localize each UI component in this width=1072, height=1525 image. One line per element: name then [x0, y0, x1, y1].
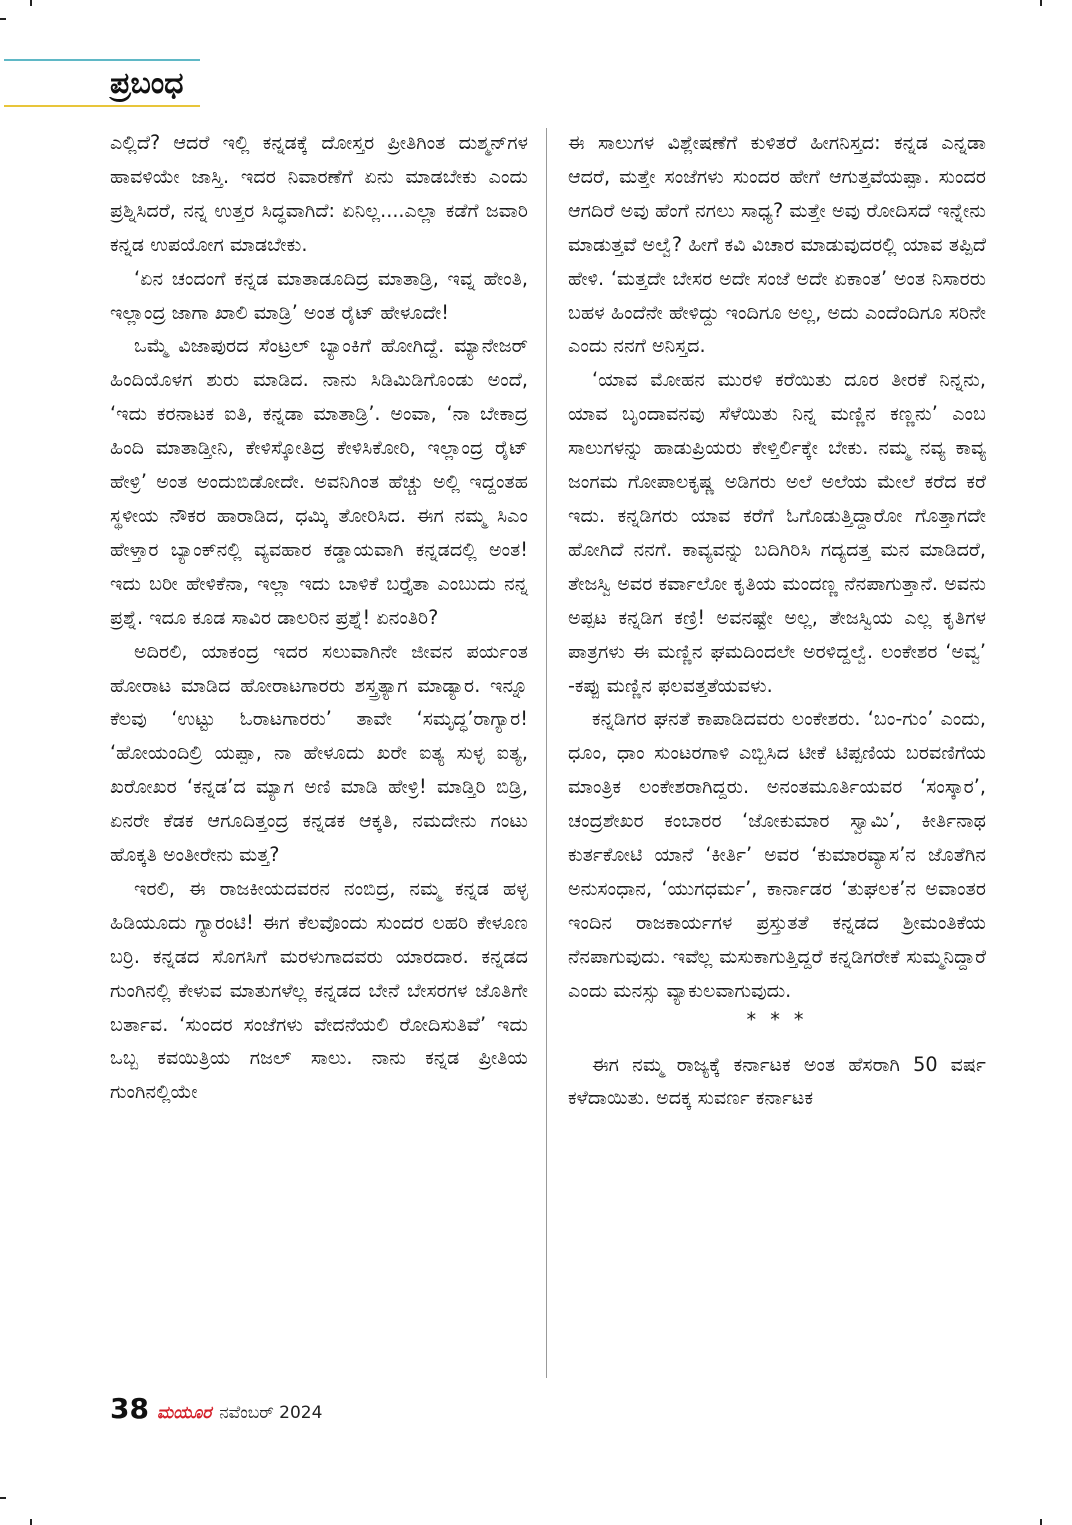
paragraph: ಎಲ್ಲಿದೆ? ಆದರೆ ಇಲ್ಲಿ ಕನ್ನಡಕ್ಕೆ ದೋಸ್ತರ ಪ್ರೀತಿಗಿಂತ ದುಶ್ಮನ್‌ಗಳ ಹಾವಳಿಯೇ ಜಾಸ್ತಿ. ಇದರ ನಿವಾರಣೆಗೆ ಏನು ಮಾಡಬೇಕು ಎಂದು ಪ್ರಶ್ನಿಸಿದರೆ, ನನ್ನ ಉತ್ತರ ಸಿದ್ಧವಾಗಿದೆ: ಏನಿಲ್ಲ....ಎಲ್ಲಾ ಕಡೆಗೆ ಜವಾರಿ ಕನ್ನಡ ಉಪಯೋಗ ಮಾಡಬೇಕು.: [110, 131, 528, 256]
article-column-left: [110, 126, 528, 1109]
paragraph: ‘ಏನ ಚಂದಂಗೆ ಕನ್ನಡ ಮಾತಾಡೂದಿದ್ರ ಮಾತಾಡ್ರಿ, ಇವ್ನ ಹೇಂತಿ, ಇಲ್ಲಾಂದ್ರ ಜಾಗಾ ಖಾಲಿ ಮಾಡ್ರಿ’ ಅಂತ ರೈಟ್ ಹೇಳೂದೇ!: [110, 266, 528, 324]
paragraph: ಒಮ್ಮೆ ವಿಜಾಪುರದ ಸೆಂಟ್ರಲ್ ಬ್ಯಾಂಕಿಗೆ ಹೋಗಿದ್ದೆ. ಮ್ಯಾನೇಜರ್ ಹಿಂದಿಯೊಳಗ ಶುರು ಮಾಡಿದ. ನಾನು ಸಿಡಿಮಿಡಿಗೊಂಡು ಅಂದೆ, ‘ಇದು ಕರನಾಟಕ ಐತಿ, ಕನ್ನಡಾ ಮಾತಾಡ್ರಿ’. ಅಂವಾ, ‘ನಾ ಬೇಕಾದ್ರ ಹಿಂದಿ ಮಾತಾಡ್ತೀನಿ, ಕೇಳಿಸ್ಕೋತಿದ್ರ ಕೇಳಿಸಿಕೋರಿ, ಇಲ್ಲಾಂದ್ರ ರೈಟ್ ಹೇಳ್ರಿ’ ಅಂತ ಅಂದುಬಿಡೋದೇ. ಅವನಿಗಿಂತ ಹೆಚ್ಚು ಅಲ್ಲಿ ಇದ್ದಂತಹ ಸ್ಥಳೀಯ ನೌಕರ ಹಾರಾಡಿದ, ಧಮ್ಕಿ ತೋರಿಸಿದ. ಈಗ ನಮ್ಮ ಸಿಎಂ ಹೇಳ್ತಾರ ಬ್ಯಾಂಕ್‌ನಲ್ಲಿ ವ್ಯವಹಾರ ಕಡ್ಡಾಯವಾಗಿ ಕನ್ನಡದಲ್ಲಿ ಅಂತ! ಇದು ಬರೀ ಹೇಳಿಕೆನಾ, ಇಲ್ಲಾ ಇದು ಬಾಳಿಕೆ ಬರ್‍ತೈತಾ ಎಂಬುದು ನನ್ನ ಪ್ರಶ್ನೆ. ಇದೂ ಕೂಡ ಸಾವಿರ ಡಾಲರಿನ ಪ್ರಶ್ನೆ! ಏನಂತಿರಿ?: [110, 334, 528, 629]
crop-mark: [30, 0, 32, 6]
crop-mark: [0, 18, 6, 20]
paragraph: ಅದಿರಲಿ, ಯಾಕಂದ್ರ ಇದರ ಸಲುವಾಗಿನೇ ಜೀವನ ಪರ್ಯಂತ ಹೋರಾಟ ಮಾಡಿದ ಹೋರಾಟಗಾರರು ಶಸ್ತ್ರತ್ಯಾಗ ಮಾಡ್ಯಾರ. ಇನ್ನೂ ಕೆಲವು ‘ಉಟ್ಟು ಓರಾಟಗಾರರು’ ತಾವೇ ‘ಸಮೃದ್ಧ’ರಾಗ್ಯಾರ! ‘ಹೋಯಂದಿಲ್ರಿ ಯಪ್ಪಾ, ನಾ ಹೇಳೂದು ಖರೇ ಐತ್ಯ ಸುಳ್ಳ ಐತ್ಯ, ಖರೋಖರ ‘ಕನ್ನಡ’ದ ಮ್ಯಾಗ ಅಣಿ ಮಾಡಿ ಹೇಳ್ರಿ! ಮಾಡ್ತಿರಿ ಬಿಡ್ರಿ, ಏನರೇ ಕೆಡಕ ಆಗೂದಿತ್ತಂದ್ರ ಕನ್ನಡಕ ಆಕ್ಕತಿ, ನಮದೇನು ಗಂಟು ಹೊಕ್ಕತಿ ಅಂತೀರೇನು ಮತ್ತ?: [110, 639, 528, 867]
magazine-logo: ಮಯೂರ: [156, 1403, 212, 1423]
crop-mark: [30, 1519, 32, 1525]
paragraph: ಇರಲಿ, ಈ ರಾಜಕೀಯದವರನ ನಂಬಿದ್ರ, ನಮ್ಮ ಕನ್ನಡ ಹಳ್ಳ ಹಿಡಿಯೂದು ಗ್ಯಾರಂಟಿ! ಈಗ ಕೆಲವೊಂದು ಸುಂದರ ಲಹರಿ ಕೇಳೂಣ ಬರ್‍ರಿ. ಕನ್ನಡದ ಸೊಗಸಿಗೆ ಮರಳುಗಾದವರು ಯಾರದಾರ. ಕನ್ನಡದ ಗುಂಗಿನಲ್ಲಿ ಕೇಳುವ ಮಾತುಗಳೆಲ್ಲ ಕನ್ನಡದ ಬೇನೆ ಬೇಸರಗಳ ಜೊತಿಗೇ ಬರ್ತಾವ. ‘ಸುಂದರ ಸಂಜೆಗಳು ವೇದನೆಯಲಿ ರೋದಿಸುತಿವೆ’ ಇದು ಒಬ್ಬ ಕವಯಿತ್ರಿಯ ಗಜಲ್ ಸಾಲು. ನಾನು ಕನ್ನಡ ಪ್ರೀತಿಯ ಗುಂಗಿನಲ್ಲಿಯೇ: [110, 876, 528, 1104]
page-number: 38: [110, 1392, 149, 1425]
article-column-right: [568, 126, 986, 1115]
paragraph: ಈ ಸಾಲುಗಳ ವಿಶ್ಲೇಷಣೆಗೆ ಕುಳಿತರೆ ಹೀಗನಿಸ್ತದ: ಕನ್ನಡ ಎನ್ನಡಾ ಆದರೆ, ಮತ್ತೇ ಸಂಜೆಗಳು ಸುಂದರ ಹೇಗೆ ಆಗುತ್ತವೆಯಪ್ಪಾ. ಸುಂದರ ಆಗದಿರೆ ಅವು ಹೆಂಗೆ ನಗಲು ಸಾಧ್ಯ? ಮತ್ತೇ ಅವು ರೋದಿಸದೆ ಇನ್ನೇನು ಮಾಡುತ್ತವೆ ಅಲ್ವೆ? ಹೀಗೆ ಕವಿ ವಿಚಾರ ಮಾಡುವುದರಲ್ಲಿ ಯಾವ ತಪ್ಪಿದೆ ಹೇಳಿ. ‘ಮತ್ತದೇ ಬೇಸರ ಅದೇ ಸಂಜೆ ಅದೇ ಏಕಾಂತ’ ಅಂತ ನಿಸಾರರು ಬಹಳ ಹಿಂದೆನೇ ಹೇಳಿದ್ದು ಇಂದಿಗೂ ಅಲ್ಲ, ಅದು ಎಂದೆಂದಿಗೂ ಸರಿನೇ ಎಂದು ನನಗೆ ಅನಿಸ್ತದ.: [568, 131, 986, 358]
issue-date: ನವೆಂಬರ್ 2024: [219, 1403, 323, 1423]
header-rule-bottom: [4, 105, 200, 107]
paragraph: ಕನ್ನಡಿಗರ ಘನತೆ ಕಾಪಾಡಿದವರು ಲಂಕೇಶರು. ‘ಬಂ-ಗುಂ’ ಎಂದು, ಧೂಂ, ಧಾಂ ಸುಂಟರಗಾಳಿ ಎಬ್ಬಿಸಿದ ಟೀಕೆ ಟಿಪ್ಪಣಿಯ ಬರವಣಿಗೆಯ ಮಾಂತ್ರಿಕ ಲಂಕೇಶರಾಗಿದ್ದರು. ಅನಂತಮೂರ್ತಿಯವರ ‘ಸಂಸ್ಕಾರ’, ಚಂದ್ರಶೇಖರ ಕಂಬಾರರ ‘ಜೋಕುಮಾರ ಸ್ವಾಮಿ’, ಕೀರ್ತಿನಾಥ ಕುರ್ತಕೋಟಿ ಯಾನೆ ‘ಕೀರ್ತಿ’ ಅವರ ‘ಕುಮಾರವ್ಯಾಸ’ನ ಜೊತೆಗಿನ ಅನುಸಂಧಾನ, ‘ಯುಗಧರ್ಮ’, ಕಾರ್ನಾಡರ ‘ತುಘಲಕ’ನ ಅವಾಂತರ ಇಂದಿನ ರಾಜಕಾರ್ಯಗಳ ಪ್ರಸ್ತುತತೆ ಕನ್ನಡದ ಶ್ರೀಮಂತಿಕೆಯ ನೆನಪಾಗುವುದು. ಇವೆಲ್ಲ ಮಸುಕಾಗುತ್ತಿದ್ದರೆ ಕನ್ನಡಿಗರೇಕೆ ಸುಮ್ಮನಿದ್ದಾರೆ ಎಂದು ಮನಸ್ಸು ವ್ಯಾಕುಲವಾಗುವುದು.: [568, 707, 986, 1002]
crop-mark: [1040, 0, 1042, 6]
header-rule-top: [4, 59, 200, 61]
crop-mark: [0, 1497, 6, 1499]
paragraph: ‘ಯಾವ ಮೋಹನ ಮುರಳಿ ಕರೆಯಿತು ದೂರ ತೀರಕೆ ನಿನ್ನನು, ಯಾವ ಬೃಂದಾವನವು ಸೆಳೆಯಿತು ನಿನ್ನ ಮಣ್ಣಿನ ಕಣ್ಣನು’ ಎಂಬ ಸಾಲುಗಳನ್ನು ಹಾಡುಪ್ರಿಯರು ಕೇಳ್ತಿರ್ಲಿಕ್ಕೇ ಬೇಕು. ನಮ್ಮ ನವ್ಯ ಕಾವ್ಯ ಜಂಗಮ ಗೋಪಾಲಕೃಷ್ಣ ಅಡಿಗರು ಅಲೆ ಅಲೆಯ ಮೇಲೆ ಕರೆದ ಕರೆ ಇದು. ಕನ್ನಡಿಗರು ಯಾವ ಕರೆಗೆ ಓಗೊಡುತ್ತಿದ್ದಾರೋ ಗೊತ್ತಾಗದೇ ಹೋಗಿದೆ ನನಗೆ. ಕಾವ್ಯವನ್ನು ಬದಿಗಿರಿಸಿ ಗದ್ಯದತ್ತ ಮನ ಮಾಡಿದರೆ, ತೇಜಸ್ವಿ ಅವರ ಕರ್ವಾಲೋ ಕೃತಿಯ ಮಂದಣ್ಣ ನೆನಪಾಗುತ್ತಾನೆ. ಅವನು ಅಪ್ಪಟ ಕನ್ನಡಿಗ ಕಣ್ರಿ! ಅವನಷ್ಟೇ ಅಲ್ಲ, ತೇಜಸ್ವಿಯ ಎಲ್ಲ ಕೃತಿಗಳ ಪಾತ್ರಗಳು ಈ ಮಣ್ಣಿನ ಘಮದಿಂದಲೇ ಅರಳಿದ್ದಲ್ವೆ. ಲಂಕೇಶರ ‘ಅವ್ವ’ -ಕಪ್ಪು ಮಣ್ಣಿನ ಫಲವತ್ತತೆಯವಳು.: [568, 368, 986, 697]
crop-mark: [1040, 1519, 1042, 1525]
page-footer: [110, 1392, 322, 1428]
column-divider: [546, 128, 547, 1378]
paragraph: ಈಗ ನಮ್ಮ ರಾಜ್ಯಕ್ಕೆ ಕರ್ನಾಟಕ ಅಂತ ಹೆಸರಾಗಿ 50 ವರ್ಷ ಕಳೆದಾಯಿತು. ಅದಕ್ಕ ಸುವರ್ಣ ಕರ್ನಾಟಕ: [568, 1052, 986, 1110]
section-title: ಪ್ರಬಂಧ: [110, 66, 184, 101]
section-separator: * * *: [746, 1007, 808, 1031]
